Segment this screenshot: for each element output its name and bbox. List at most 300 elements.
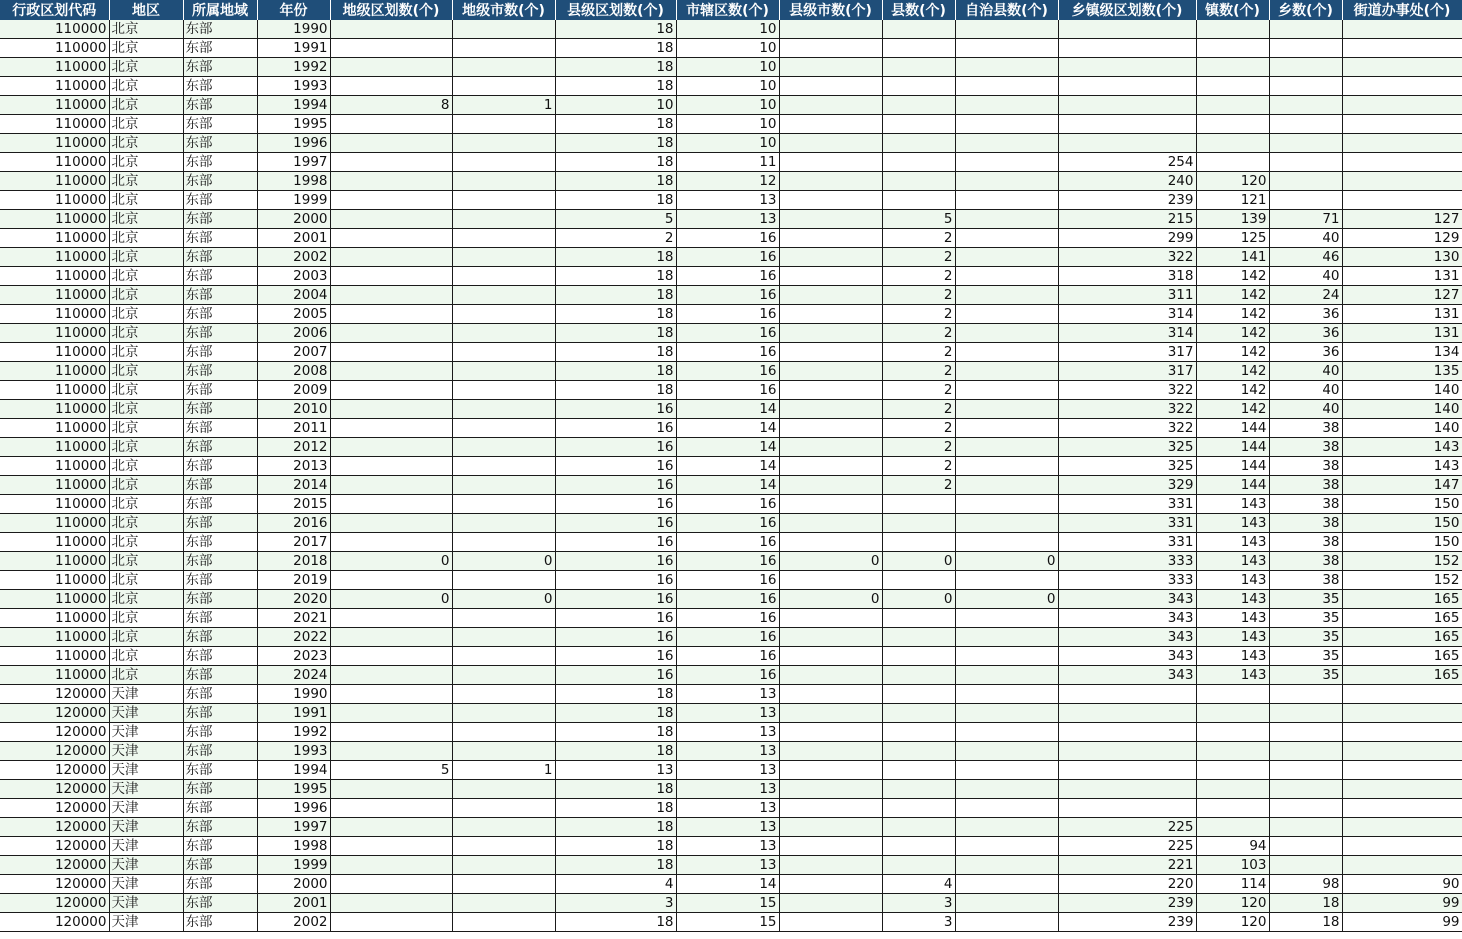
- table-cell[interactable]: 343: [1058, 666, 1196, 685]
- table-cell[interactable]: 299: [1058, 229, 1196, 248]
- table-cell[interactable]: 2021: [257, 609, 330, 628]
- table-cell[interactable]: [1058, 761, 1196, 780]
- table-cell[interactable]: [452, 39, 555, 58]
- table-cell[interactable]: [779, 77, 882, 96]
- table-cell[interactable]: 2007: [257, 343, 330, 362]
- table-cell[interactable]: 225: [1058, 837, 1196, 856]
- table-cell[interactable]: 0: [955, 552, 1058, 571]
- table-cell[interactable]: 13: [676, 799, 779, 818]
- table-cell[interactable]: 16: [555, 419, 676, 438]
- table-cell[interactable]: [1058, 704, 1196, 723]
- table-cell[interactable]: 1990: [257, 20, 330, 39]
- table-cell[interactable]: 16: [555, 590, 676, 609]
- table-cell[interactable]: 2003: [257, 267, 330, 286]
- table-cell[interactable]: [452, 723, 555, 742]
- table-cell[interactable]: [882, 856, 955, 875]
- table-cell[interactable]: [955, 210, 1058, 229]
- table-cell[interactable]: [1196, 20, 1269, 39]
- table-cell[interactable]: [1196, 153, 1269, 172]
- table-cell[interactable]: [882, 818, 955, 837]
- table-cell[interactable]: [1269, 134, 1342, 153]
- table-cell[interactable]: 110000: [0, 362, 109, 381]
- table-cell[interactable]: [452, 875, 555, 894]
- table-cell[interactable]: [1342, 77, 1462, 96]
- table-cell[interactable]: [452, 267, 555, 286]
- table-cell[interactable]: 110000: [0, 77, 109, 96]
- table-cell[interactable]: 18: [555, 685, 676, 704]
- table-cell[interactable]: 143: [1196, 552, 1269, 571]
- table-cell[interactable]: 东部: [183, 799, 257, 818]
- table-cell[interactable]: [955, 134, 1058, 153]
- table-cell[interactable]: 16: [676, 229, 779, 248]
- table-cell[interactable]: [330, 438, 452, 457]
- table-cell[interactable]: 16: [676, 590, 779, 609]
- table-cell[interactable]: [955, 704, 1058, 723]
- table-cell[interactable]: 北京: [109, 134, 183, 153]
- table-cell[interactable]: 8: [330, 96, 452, 115]
- table-cell[interactable]: 北京: [109, 514, 183, 533]
- table-cell[interactable]: 天津: [109, 894, 183, 913]
- table-cell[interactable]: [452, 400, 555, 419]
- table-cell[interactable]: [1269, 115, 1342, 134]
- table-cell[interactable]: [452, 153, 555, 172]
- table-cell[interactable]: [1269, 799, 1342, 818]
- table-cell[interactable]: [779, 58, 882, 77]
- table-cell[interactable]: [882, 666, 955, 685]
- table-cell[interactable]: 东部: [183, 267, 257, 286]
- table-cell[interactable]: 120000: [0, 761, 109, 780]
- table-cell[interactable]: [779, 96, 882, 115]
- table-cell[interactable]: 4: [555, 875, 676, 894]
- table-cell[interactable]: [1196, 780, 1269, 799]
- table-cell[interactable]: 东部: [183, 210, 257, 229]
- table-cell[interactable]: [1342, 818, 1462, 837]
- table-cell[interactable]: 北京: [109, 191, 183, 210]
- table-cell[interactable]: 165: [1342, 590, 1462, 609]
- table-cell[interactable]: [452, 229, 555, 248]
- table-cell[interactable]: 天津: [109, 685, 183, 704]
- table-cell[interactable]: [955, 533, 1058, 552]
- table-cell[interactable]: 14: [676, 438, 779, 457]
- table-cell[interactable]: 120000: [0, 704, 109, 723]
- table-cell[interactable]: [955, 476, 1058, 495]
- table-cell[interactable]: [882, 20, 955, 39]
- table-cell[interactable]: 北京: [109, 628, 183, 647]
- table-cell[interactable]: 131: [1342, 324, 1462, 343]
- table-cell[interactable]: 2011: [257, 419, 330, 438]
- table-cell[interactable]: 38: [1269, 514, 1342, 533]
- table-cell[interactable]: [452, 115, 555, 134]
- table-cell[interactable]: [955, 818, 1058, 837]
- table-cell[interactable]: [1269, 723, 1342, 742]
- table-cell[interactable]: 135: [1342, 362, 1462, 381]
- table-cell[interactable]: 140: [1342, 400, 1462, 419]
- table-cell[interactable]: 110000: [0, 115, 109, 134]
- table-cell[interactable]: 225: [1058, 818, 1196, 837]
- table-cell[interactable]: [452, 913, 555, 932]
- table-cell[interactable]: 2: [882, 400, 955, 419]
- table-cell[interactable]: 165: [1342, 609, 1462, 628]
- table-cell[interactable]: 18: [555, 362, 676, 381]
- table-cell[interactable]: 13: [676, 704, 779, 723]
- table-cell[interactable]: [955, 742, 1058, 761]
- table-cell[interactable]: [1058, 20, 1196, 39]
- table-cell[interactable]: 38: [1269, 438, 1342, 457]
- table-cell[interactable]: 127: [1342, 286, 1462, 305]
- table-cell[interactable]: [330, 628, 452, 647]
- table-cell[interactable]: 北京: [109, 77, 183, 96]
- table-cell[interactable]: 35: [1269, 590, 1342, 609]
- table-cell[interactable]: 142: [1196, 305, 1269, 324]
- table-cell[interactable]: 0: [452, 552, 555, 571]
- table-cell[interactable]: [452, 666, 555, 685]
- table-cell[interactable]: 北京: [109, 495, 183, 514]
- table-cell[interactable]: [779, 172, 882, 191]
- table-cell[interactable]: 东部: [183, 400, 257, 419]
- table-cell[interactable]: 110000: [0, 210, 109, 229]
- table-cell[interactable]: 254: [1058, 153, 1196, 172]
- table-cell[interactable]: 142: [1196, 324, 1269, 343]
- table-cell[interactable]: 110000: [0, 419, 109, 438]
- table-cell[interactable]: 36: [1269, 324, 1342, 343]
- table-cell[interactable]: 18: [555, 913, 676, 932]
- table-cell[interactable]: 2009: [257, 381, 330, 400]
- table-cell[interactable]: 东部: [183, 780, 257, 799]
- table-cell[interactable]: 16: [555, 552, 676, 571]
- table-cell[interactable]: 1991: [257, 39, 330, 58]
- table-cell[interactable]: [955, 666, 1058, 685]
- table-cell[interactable]: 东部: [183, 248, 257, 267]
- table-cell[interactable]: [1058, 799, 1196, 818]
- table-cell[interactable]: 北京: [109, 609, 183, 628]
- table-cell[interactable]: [882, 191, 955, 210]
- table-cell[interactable]: [1342, 685, 1462, 704]
- table-cell[interactable]: 16: [555, 533, 676, 552]
- table-cell[interactable]: [452, 818, 555, 837]
- table-cell[interactable]: 5: [330, 761, 452, 780]
- table-cell[interactable]: [779, 894, 882, 913]
- table-cell[interactable]: 18: [555, 172, 676, 191]
- table-cell[interactable]: [452, 362, 555, 381]
- table-cell[interactable]: [882, 780, 955, 799]
- table-cell[interactable]: [955, 514, 1058, 533]
- table-cell[interactable]: 110000: [0, 267, 109, 286]
- table-cell[interactable]: 1990: [257, 685, 330, 704]
- table-cell[interactable]: 2004: [257, 286, 330, 305]
- column-header[interactable]: 乡镇级区划数(个): [1058, 0, 1196, 20]
- table-cell[interactable]: 90: [1342, 875, 1462, 894]
- table-cell[interactable]: 10: [676, 39, 779, 58]
- table-cell[interactable]: [882, 742, 955, 761]
- table-cell[interactable]: [1342, 96, 1462, 115]
- table-cell[interactable]: 2019: [257, 571, 330, 590]
- table-cell[interactable]: 110000: [0, 248, 109, 267]
- table-cell[interactable]: 10: [676, 134, 779, 153]
- table-cell[interactable]: 110000: [0, 400, 109, 419]
- table-cell[interactable]: [330, 685, 452, 704]
- table-cell[interactable]: [779, 267, 882, 286]
- table-cell[interactable]: 143: [1196, 647, 1269, 666]
- table-cell[interactable]: [955, 115, 1058, 134]
- table-cell[interactable]: [955, 457, 1058, 476]
- table-cell[interactable]: 东部: [183, 495, 257, 514]
- table-cell[interactable]: 东部: [183, 742, 257, 761]
- table-cell[interactable]: 147: [1342, 476, 1462, 495]
- table-cell[interactable]: 110000: [0, 647, 109, 666]
- table-cell[interactable]: [1196, 704, 1269, 723]
- table-cell[interactable]: [452, 58, 555, 77]
- table-cell[interactable]: 343: [1058, 647, 1196, 666]
- table-cell[interactable]: [955, 191, 1058, 210]
- table-cell[interactable]: 1991: [257, 704, 330, 723]
- table-cell[interactable]: [882, 58, 955, 77]
- table-cell[interactable]: 北京: [109, 172, 183, 191]
- table-cell[interactable]: [779, 381, 882, 400]
- table-cell[interactable]: [779, 533, 882, 552]
- table-cell[interactable]: [882, 495, 955, 514]
- table-cell[interactable]: 15: [676, 894, 779, 913]
- table-cell[interactable]: [955, 837, 1058, 856]
- table-cell[interactable]: 94: [1196, 837, 1269, 856]
- table-cell[interactable]: 2002: [257, 913, 330, 932]
- table-cell[interactable]: [1269, 191, 1342, 210]
- table-cell[interactable]: [955, 495, 1058, 514]
- table-cell[interactable]: 40: [1269, 362, 1342, 381]
- table-cell[interactable]: 38: [1269, 419, 1342, 438]
- table-cell[interactable]: 110000: [0, 324, 109, 343]
- table-cell[interactable]: 18: [555, 58, 676, 77]
- table-cell[interactable]: [330, 343, 452, 362]
- table-cell[interactable]: [955, 780, 1058, 799]
- table-cell[interactable]: 14: [676, 476, 779, 495]
- table-cell[interactable]: 北京: [109, 267, 183, 286]
- table-cell[interactable]: 2: [882, 324, 955, 343]
- column-header[interactable]: 年份: [257, 0, 330, 20]
- table-cell[interactable]: 0: [330, 552, 452, 571]
- table-cell[interactable]: [452, 571, 555, 590]
- table-cell[interactable]: 16: [676, 571, 779, 590]
- table-cell[interactable]: [779, 837, 882, 856]
- table-cell[interactable]: 110000: [0, 381, 109, 400]
- table-cell[interactable]: 13: [676, 191, 779, 210]
- table-cell[interactable]: [779, 115, 882, 134]
- table-cell[interactable]: 36: [1269, 343, 1342, 362]
- table-cell[interactable]: 35: [1269, 609, 1342, 628]
- table-cell[interactable]: 北京: [109, 324, 183, 343]
- table-cell[interactable]: 18: [555, 818, 676, 837]
- table-cell[interactable]: 110000: [0, 438, 109, 457]
- table-cell[interactable]: 120000: [0, 875, 109, 894]
- table-cell[interactable]: 110000: [0, 58, 109, 77]
- table-cell[interactable]: [452, 381, 555, 400]
- table-cell[interactable]: 1: [452, 96, 555, 115]
- column-header[interactable]: 街道办事处(个): [1342, 0, 1462, 20]
- table-cell[interactable]: [955, 286, 1058, 305]
- table-cell[interactable]: [330, 571, 452, 590]
- table-cell[interactable]: [779, 153, 882, 172]
- table-cell[interactable]: [1196, 685, 1269, 704]
- table-cell[interactable]: 16: [676, 267, 779, 286]
- table-cell[interactable]: 317: [1058, 343, 1196, 362]
- table-cell[interactable]: 10: [676, 77, 779, 96]
- table-cell[interactable]: 120000: [0, 742, 109, 761]
- table-cell[interactable]: [452, 609, 555, 628]
- table-cell[interactable]: [1342, 837, 1462, 856]
- table-cell[interactable]: 北京: [109, 153, 183, 172]
- table-cell[interactable]: [452, 438, 555, 457]
- table-cell[interactable]: 2: [882, 362, 955, 381]
- table-cell[interactable]: 120000: [0, 856, 109, 875]
- table-cell[interactable]: [452, 77, 555, 96]
- table-cell[interactable]: 2: [882, 305, 955, 324]
- table-cell[interactable]: 12: [676, 172, 779, 191]
- table-cell[interactable]: [779, 799, 882, 818]
- table-cell[interactable]: [330, 153, 452, 172]
- table-cell[interactable]: 110000: [0, 286, 109, 305]
- table-cell[interactable]: [452, 894, 555, 913]
- table-cell[interactable]: 120000: [0, 818, 109, 837]
- table-cell[interactable]: [1269, 856, 1342, 875]
- table-cell[interactable]: 东部: [183, 305, 257, 324]
- table-cell[interactable]: 东部: [183, 723, 257, 742]
- table-cell[interactable]: 18: [555, 799, 676, 818]
- table-cell[interactable]: 1992: [257, 58, 330, 77]
- table-cell[interactable]: 110000: [0, 134, 109, 153]
- table-cell[interactable]: [1269, 153, 1342, 172]
- table-cell[interactable]: [1196, 77, 1269, 96]
- table-cell[interactable]: 343: [1058, 628, 1196, 647]
- table-cell[interactable]: 143: [1196, 514, 1269, 533]
- table-cell[interactable]: 2: [882, 229, 955, 248]
- table-cell[interactable]: [330, 39, 452, 58]
- table-cell[interactable]: 110000: [0, 666, 109, 685]
- table-cell[interactable]: 北京: [109, 343, 183, 362]
- table-cell[interactable]: 2015: [257, 495, 330, 514]
- table-cell[interactable]: [955, 229, 1058, 248]
- table-cell[interactable]: [779, 647, 882, 666]
- table-cell[interactable]: 1996: [257, 799, 330, 818]
- table-cell[interactable]: 天津: [109, 704, 183, 723]
- table-cell[interactable]: 5: [555, 210, 676, 229]
- table-cell[interactable]: 东部: [183, 229, 257, 248]
- table-cell[interactable]: 东部: [183, 381, 257, 400]
- table-cell[interactable]: 北京: [109, 571, 183, 590]
- table-cell[interactable]: 1993: [257, 77, 330, 96]
- table-cell[interactable]: 16: [676, 495, 779, 514]
- table-cell[interactable]: 1995: [257, 115, 330, 134]
- table-cell[interactable]: 东部: [183, 58, 257, 77]
- table-cell[interactable]: [882, 514, 955, 533]
- table-cell[interactable]: 18: [1269, 913, 1342, 932]
- table-cell[interactable]: 1994: [257, 761, 330, 780]
- table-cell[interactable]: [452, 685, 555, 704]
- table-cell[interactable]: 16: [676, 552, 779, 571]
- table-cell[interactable]: 110000: [0, 457, 109, 476]
- table-cell[interactable]: 北京: [109, 438, 183, 457]
- column-header[interactable]: 市辖区数(个): [676, 0, 779, 20]
- table-cell[interactable]: 18: [555, 723, 676, 742]
- table-cell[interactable]: 北京: [109, 96, 183, 115]
- table-cell[interactable]: [330, 267, 452, 286]
- table-cell[interactable]: [330, 742, 452, 761]
- column-header[interactable]: 所属地域: [183, 0, 257, 20]
- table-cell[interactable]: [330, 324, 452, 343]
- table-cell[interactable]: [779, 780, 882, 799]
- table-cell[interactable]: 北京: [109, 419, 183, 438]
- table-cell[interactable]: 120: [1196, 913, 1269, 932]
- table-cell[interactable]: 18: [555, 134, 676, 153]
- table-cell[interactable]: 110000: [0, 514, 109, 533]
- table-cell[interactable]: [1269, 20, 1342, 39]
- table-cell[interactable]: [330, 666, 452, 685]
- table-cell[interactable]: 18: [1269, 894, 1342, 913]
- table-cell[interactable]: [955, 324, 1058, 343]
- table-cell[interactable]: 东部: [183, 77, 257, 96]
- table-cell[interactable]: [1342, 856, 1462, 875]
- table-cell[interactable]: [1342, 761, 1462, 780]
- table-cell[interactable]: 120000: [0, 799, 109, 818]
- table-cell[interactable]: [779, 609, 882, 628]
- table-cell[interactable]: [452, 134, 555, 153]
- table-cell[interactable]: 1993: [257, 742, 330, 761]
- table-cell[interactable]: 2012: [257, 438, 330, 457]
- table-cell[interactable]: [779, 685, 882, 704]
- table-cell[interactable]: 110000: [0, 172, 109, 191]
- table-cell[interactable]: 1999: [257, 191, 330, 210]
- table-cell[interactable]: [452, 495, 555, 514]
- table-cell[interactable]: 东部: [183, 875, 257, 894]
- table-cell[interactable]: 311: [1058, 286, 1196, 305]
- table-cell[interactable]: 143: [1196, 628, 1269, 647]
- table-cell[interactable]: [1342, 191, 1462, 210]
- table-cell[interactable]: 325: [1058, 457, 1196, 476]
- table-cell[interactable]: 4: [882, 875, 955, 894]
- table-cell[interactable]: [955, 609, 1058, 628]
- table-cell[interactable]: 331: [1058, 495, 1196, 514]
- table-cell[interactable]: 142: [1196, 286, 1269, 305]
- table-cell[interactable]: [330, 20, 452, 39]
- table-cell[interactable]: 10: [676, 115, 779, 134]
- table-cell[interactable]: 221: [1058, 856, 1196, 875]
- table-cell[interactable]: 16: [676, 533, 779, 552]
- table-cell[interactable]: 2001: [257, 894, 330, 913]
- table-cell[interactable]: 天津: [109, 913, 183, 932]
- table-cell[interactable]: 16: [676, 248, 779, 267]
- table-cell[interactable]: [1269, 704, 1342, 723]
- table-cell[interactable]: 110000: [0, 609, 109, 628]
- table-cell[interactable]: 东部: [183, 96, 257, 115]
- table-cell[interactable]: 18: [555, 286, 676, 305]
- table-cell[interactable]: 325: [1058, 438, 1196, 457]
- table-cell[interactable]: 东部: [183, 286, 257, 305]
- table-cell[interactable]: 2016: [257, 514, 330, 533]
- table-cell[interactable]: [1342, 704, 1462, 723]
- table-cell[interactable]: [779, 571, 882, 590]
- column-header[interactable]: 县级市数(个): [779, 0, 882, 20]
- table-cell[interactable]: 143: [1196, 533, 1269, 552]
- table-cell[interactable]: [1196, 134, 1269, 153]
- table-cell[interactable]: 143: [1196, 590, 1269, 609]
- table-cell[interactable]: 16: [555, 628, 676, 647]
- table-cell[interactable]: 1997: [257, 818, 330, 837]
- table-cell[interactable]: [452, 514, 555, 533]
- table-cell[interactable]: [1269, 39, 1342, 58]
- table-cell[interactable]: 18: [555, 856, 676, 875]
- table-cell[interactable]: 143: [1196, 571, 1269, 590]
- table-cell[interactable]: [779, 362, 882, 381]
- table-cell[interactable]: [1058, 96, 1196, 115]
- table-cell[interactable]: [779, 723, 882, 742]
